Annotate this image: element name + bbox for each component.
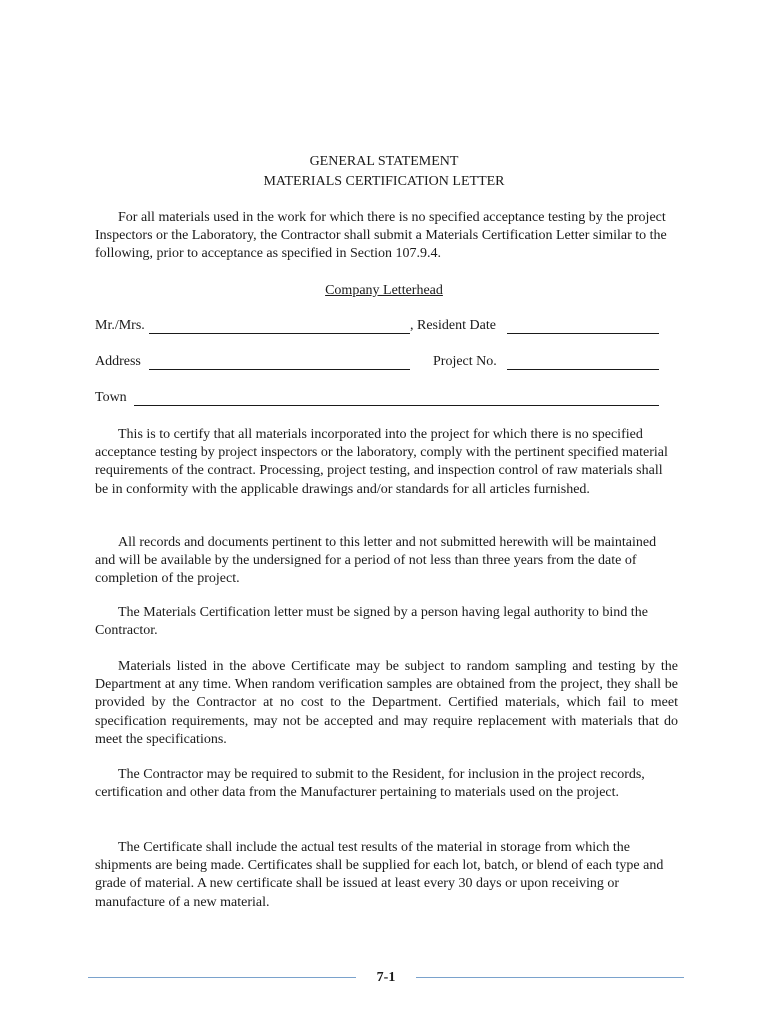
- mr-mrs-blank: [149, 333, 410, 334]
- signature-authority-text: The Materials Certification letter must be signed by a person having legal authority to bind the Contractor.: [95, 605, 648, 639]
- resident-date-blank: [507, 333, 659, 334]
- town-blank: [134, 405, 659, 406]
- resident-submission-paragraph: [95, 766, 678, 802]
- footer-rule-left: [88, 977, 356, 978]
- document-title-line-2: MATERIALS CERTIFICATION LETTER: [263, 174, 505, 189]
- company-letterhead-label: Company Letterhead: [325, 283, 443, 298]
- resident-date-label: , Resident Date: [410, 318, 496, 333]
- certification-paragraph: [95, 426, 678, 499]
- project-no-label: Project No.: [433, 354, 497, 369]
- page-number: 7-1: [376, 970, 396, 985]
- address-blank: [149, 369, 410, 370]
- project-no-blank: [507, 369, 659, 370]
- test-results-paragraph: [95, 839, 678, 912]
- resident-submission-text: The Contractor may be required to submit to the Resident, for inclusion in the project records, certification and other data from the Manufacturer pertaining to materials used on the project.: [95, 767, 645, 801]
- test-results-text: The Certificate shall include the actual test results of the material in storage from which the shipments are being made. Certificates shall be supplied for each lot, batch, or blend of each type and grade of material. A new certificate shall be issued at least every 30 days or upon receiving or manufacture of a new material.: [95, 840, 664, 910]
- town-label: Town: [95, 390, 127, 405]
- document-title-line-1: GENERAL STATEMENT: [309, 154, 459, 169]
- signature-authority-paragraph: [95, 604, 678, 640]
- footer-rule-right: [416, 977, 684, 978]
- intro-text: For all materials used in the work for which there is no specified acceptance testing by the project Inspectors or the Laboratory, the Contractor shall submit a Materials Certification Letter similar to the following, prior to acceptance as specified in Section 107.9.4.: [95, 210, 667, 262]
- intro-paragraph: [95, 209, 678, 264]
- address-label: Address: [95, 354, 141, 369]
- records-paragraph: [95, 534, 678, 589]
- random-sampling-paragraph: [95, 658, 678, 749]
- random-sampling-text: Materials listed in the above Certificate may be subject to random sampling and testing by the Department at any time. When random verification samples are obtained from the project, they shall be provided by the Contractor at no cost to the Department. Certified materials, which fail to meet specification requirements, may not be accepted and may require replacement with materials that do meet the specifications.: [95, 659, 678, 747]
- records-text: All records and documents pertinent to this letter and not submitted herewith will be maintained and will be available by the undersigned for a period of not less than three years from the date of completion of the project.: [95, 535, 657, 587]
- mr-mrs-label: Mr./Mrs.: [95, 318, 145, 333]
- certification-text: This is to certify that all materials incorporated into the project for which there is no specified acceptance testing by project inspectors or the laboratory, comply with the pertinent specified material requirements of the contract. Processing, project testing, and inspection control of raw materials shall be in conformity with the applicable drawings and/or standards for all articles furnished.: [95, 427, 668, 497]
